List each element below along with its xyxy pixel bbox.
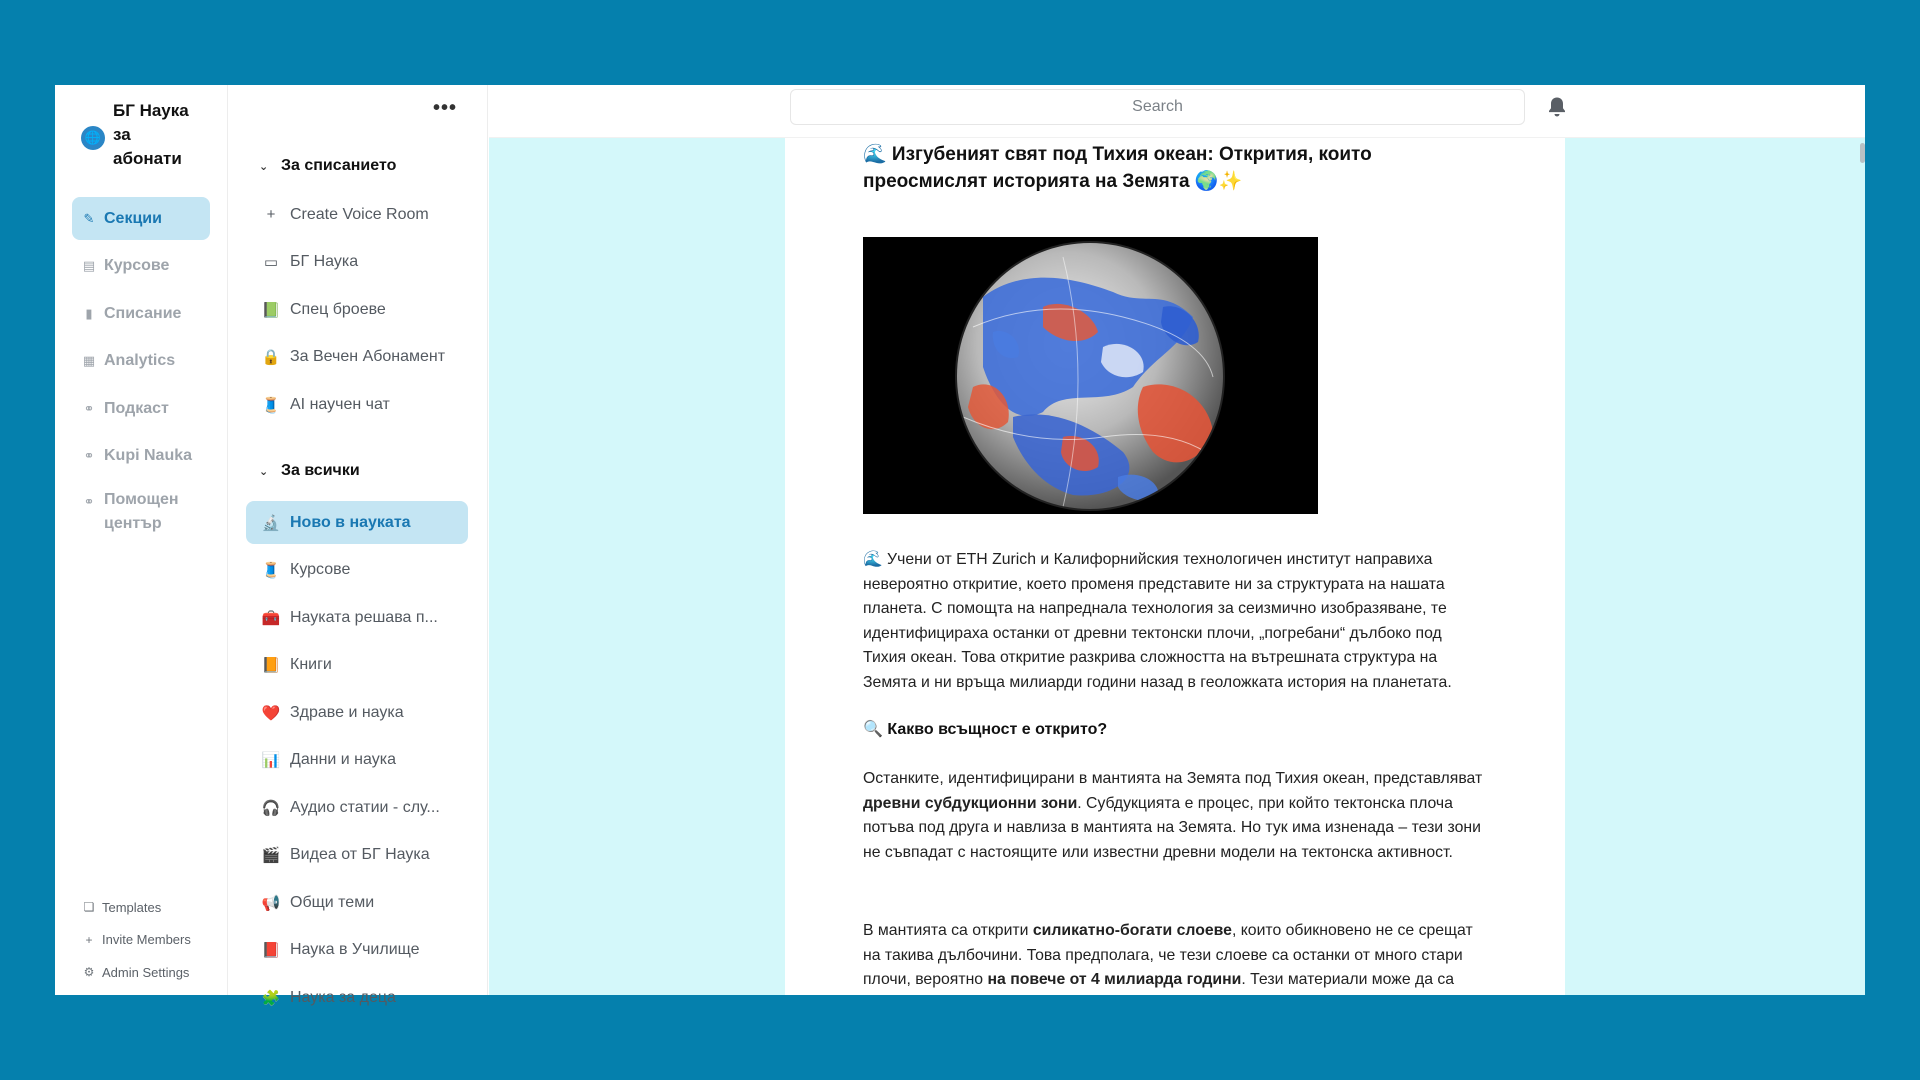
rail-item-label: Analytics	[104, 352, 176, 369]
channel-label: Ново в науката	[290, 513, 411, 531]
channel-label: Курсове	[290, 561, 351, 578]
rail-item-label: Курсове	[104, 257, 170, 274]
link-icon: ⚭	[83, 494, 95, 509]
channel-lifetime-subscription[interactable]	[246, 336, 468, 379]
invite-members-label: Invite Members	[102, 932, 191, 948]
bell-icon[interactable]	[1545, 95, 1569, 119]
admin-settings-link[interactable]	[82, 956, 191, 989]
channel-label: Наука в Училище	[290, 941, 420, 958]
puzzle-icon: 🧩	[261, 989, 281, 1007]
channel-ai-chat[interactable]	[246, 383, 468, 426]
text-run-bold: древни субдукционни зони	[863, 794, 1078, 812]
more-options-button[interactable]: •••	[432, 97, 457, 119]
rail-item-label: Списание	[104, 304, 182, 322]
lock-icon: 🔒	[261, 349, 281, 366]
link-icon: ⚭	[83, 400, 95, 416]
text-run: . Тези материали може да са	[1241, 971, 1455, 988]
invite-members-link[interactable]	[82, 924, 191, 957]
channel-health-science[interactable]	[246, 691, 468, 734]
toolbox-icon: 🧰	[261, 609, 281, 627]
channel-general-topics[interactable]	[246, 881, 468, 924]
heart-icon: ❤️	[261, 704, 281, 722]
channel-label: Общи теми	[290, 893, 375, 911]
rail-item-sections[interactable]	[72, 197, 210, 240]
channel-data-science[interactable]	[246, 739, 468, 782]
text-run: В мантията са открити	[863, 922, 1033, 939]
rail-nav	[72, 197, 210, 539]
book-icon: ▤	[82, 258, 96, 273]
app-window	[55, 85, 1865, 1007]
gear-icon: ⚙	[83, 965, 95, 980]
group-header-everyone[interactable]	[259, 462, 360, 480]
chart-icon: ▦	[82, 353, 96, 368]
rail-item-podcast[interactable]	[72, 387, 210, 430]
channel-science-at-school[interactable]	[246, 929, 468, 972]
plus-icon: +	[266, 206, 276, 223]
channel-label: Видеа от БГ Наука	[290, 846, 430, 863]
group-title: За всички	[281, 462, 360, 479]
channel-special-issues[interactable]	[246, 288, 468, 331]
scrollbar-thumb[interactable]	[1860, 143, 1865, 163]
rail-item-kupi-nauka[interactable]	[72, 435, 210, 478]
text-run-bold: на повече от 4 милиарда години	[987, 971, 1242, 988]
rail-item-help-center[interactable]	[72, 482, 210, 534]
channel-label: Create Voice Room	[290, 205, 429, 223]
megaphone-icon: 📢	[261, 894, 281, 912]
templates-link[interactable]	[82, 891, 191, 924]
channel-courses[interactable]	[246, 549, 468, 592]
post-paragraph-findings	[863, 767, 1487, 865]
channel-science-for-kids[interactable]	[246, 976, 468, 1019]
channel-label: За Вечен Абонамент	[290, 348, 446, 365]
rail-bottom	[82, 891, 191, 989]
top-bar	[489, 85, 1865, 138]
chevron-down-icon: ⌄	[259, 465, 269, 478]
link-icon: ⚭	[83, 448, 95, 463]
primary-rail	[55, 85, 228, 995]
channel-create-voice-room[interactable]	[246, 193, 468, 236]
channel-label: Аудио статии - слу...	[290, 798, 440, 816]
post-subheading: 🔍 Какво всъщност е открито?	[863, 721, 1108, 738]
thread-icon: 🧵	[261, 562, 281, 579]
channel-label: AI научен чат	[290, 395, 390, 413]
channel-books[interactable]	[246, 644, 468, 687]
headphones-icon: 🎧	[261, 799, 281, 817]
channel-label: Данни и наука	[290, 751, 396, 768]
channel-label: Книги	[290, 656, 332, 673]
document-icon: ▮	[85, 305, 93, 321]
brand-name: БГ Наука за абонати	[113, 101, 189, 168]
channel-sidebar	[229, 85, 488, 1007]
channel-bg-nauka[interactable]	[246, 241, 468, 284]
post-hero-image[interactable]	[863, 237, 1318, 514]
channel-list-magazine	[246, 193, 468, 431]
rail-item-label: Подкаст	[104, 399, 169, 417]
chevron-down-icon: ⌄	[259, 160, 269, 173]
text-run: Останките, идентифицирани в мантията на Земята под Тихия океан, представляват	[863, 770, 1483, 787]
admin-settings-label: Admin Settings	[102, 964, 190, 980]
text-run-bold: силикатно-богати слоеве	[1032, 922, 1232, 939]
post-paragraph-mantle	[863, 919, 1487, 993]
books-icon: 📗	[261, 301, 281, 319]
leaf-icon: ✎	[83, 210, 95, 226]
rail-item-analytics[interactable]	[72, 340, 210, 383]
rail-item-label: Kupi Nauka	[104, 447, 193, 464]
group-header-magazine[interactable]	[259, 157, 396, 175]
channel-label: Здраве и наука	[290, 703, 404, 721]
channel-list-everyone	[246, 501, 468, 1024]
post-paragraph-intro: 🌊 Учени от ETH Zurich и Калифорнийския технологичен институт направиха невероятно откритие, което променя представите ни за структурата на нашата планета. С помощта на напреднала технология за сеизмично изобразяване, те идентифицираха останки от древни тектонски плочи, „погребани“ дълбоко под Тихия океан. Това откритие разкрива сложността на вътрешната структура на Земята и ни връща милиарди години назад в геоложката история на планетата.	[863, 551, 1452, 691]
book-icon: 📙	[261, 657, 281, 674]
post-title: 🌊 Изгубеният свят под Тихия океан: Открития, които преосмислят историята на Земята 🌍✨	[863, 144, 1372, 192]
group-title: За списанието	[281, 157, 397, 174]
plus-icon: +	[85, 932, 93, 947]
rail-item-magazine[interactable]	[72, 292, 210, 335]
clapperboard-icon: 🎬	[261, 847, 281, 864]
rail-item-label: Помощен център	[104, 491, 179, 532]
channel-label: БГ Наука	[290, 253, 359, 270]
templates-label: Templates	[102, 899, 162, 915]
post-article	[785, 138, 1565, 995]
screen-icon: ▭	[263, 254, 279, 271]
channel-label: Наука за деца	[290, 988, 396, 1006]
rail-item-courses[interactable]	[72, 245, 210, 288]
templates-icon: ❏	[83, 900, 95, 915]
channel-videos[interactable]	[246, 834, 468, 877]
book-icon: 📕	[261, 942, 281, 959]
seismic-globe-image	[863, 237, 1318, 514]
search-input[interactable]	[790, 89, 1525, 125]
globe-logo-icon: 🌐	[81, 126, 105, 150]
channel-label: Спец броеве	[290, 300, 386, 318]
text-run: , които обикновено не се срещат на такива дълбочини. Това предполага, че тези слоеве са останки от много стари плочи, вероятно	[863, 922, 1473, 988]
bar-chart-icon: 📊	[261, 752, 281, 769]
search-placeholder: Search	[1132, 98, 1183, 115]
thread-icon: 🧵	[261, 396, 281, 414]
rail-item-label: Секции	[104, 209, 162, 227]
brand[interactable]	[81, 99, 197, 171]
text-run: . Субдукцията е процес, при който тектонска плоча потъва под друга и навлиза в мантията на Земята. Но тук има изненада – тези зони не съвпадат с настоящите или известни древни модели на тектонска активност.	[863, 794, 1481, 861]
microscope-icon: 🔬	[261, 514, 281, 532]
channel-new-in-science[interactable]	[246, 501, 468, 544]
channel-science-solves[interactable]	[246, 596, 468, 639]
channel-audio-articles[interactable]	[246, 786, 468, 829]
channel-label: Науката решава п...	[290, 608, 438, 626]
